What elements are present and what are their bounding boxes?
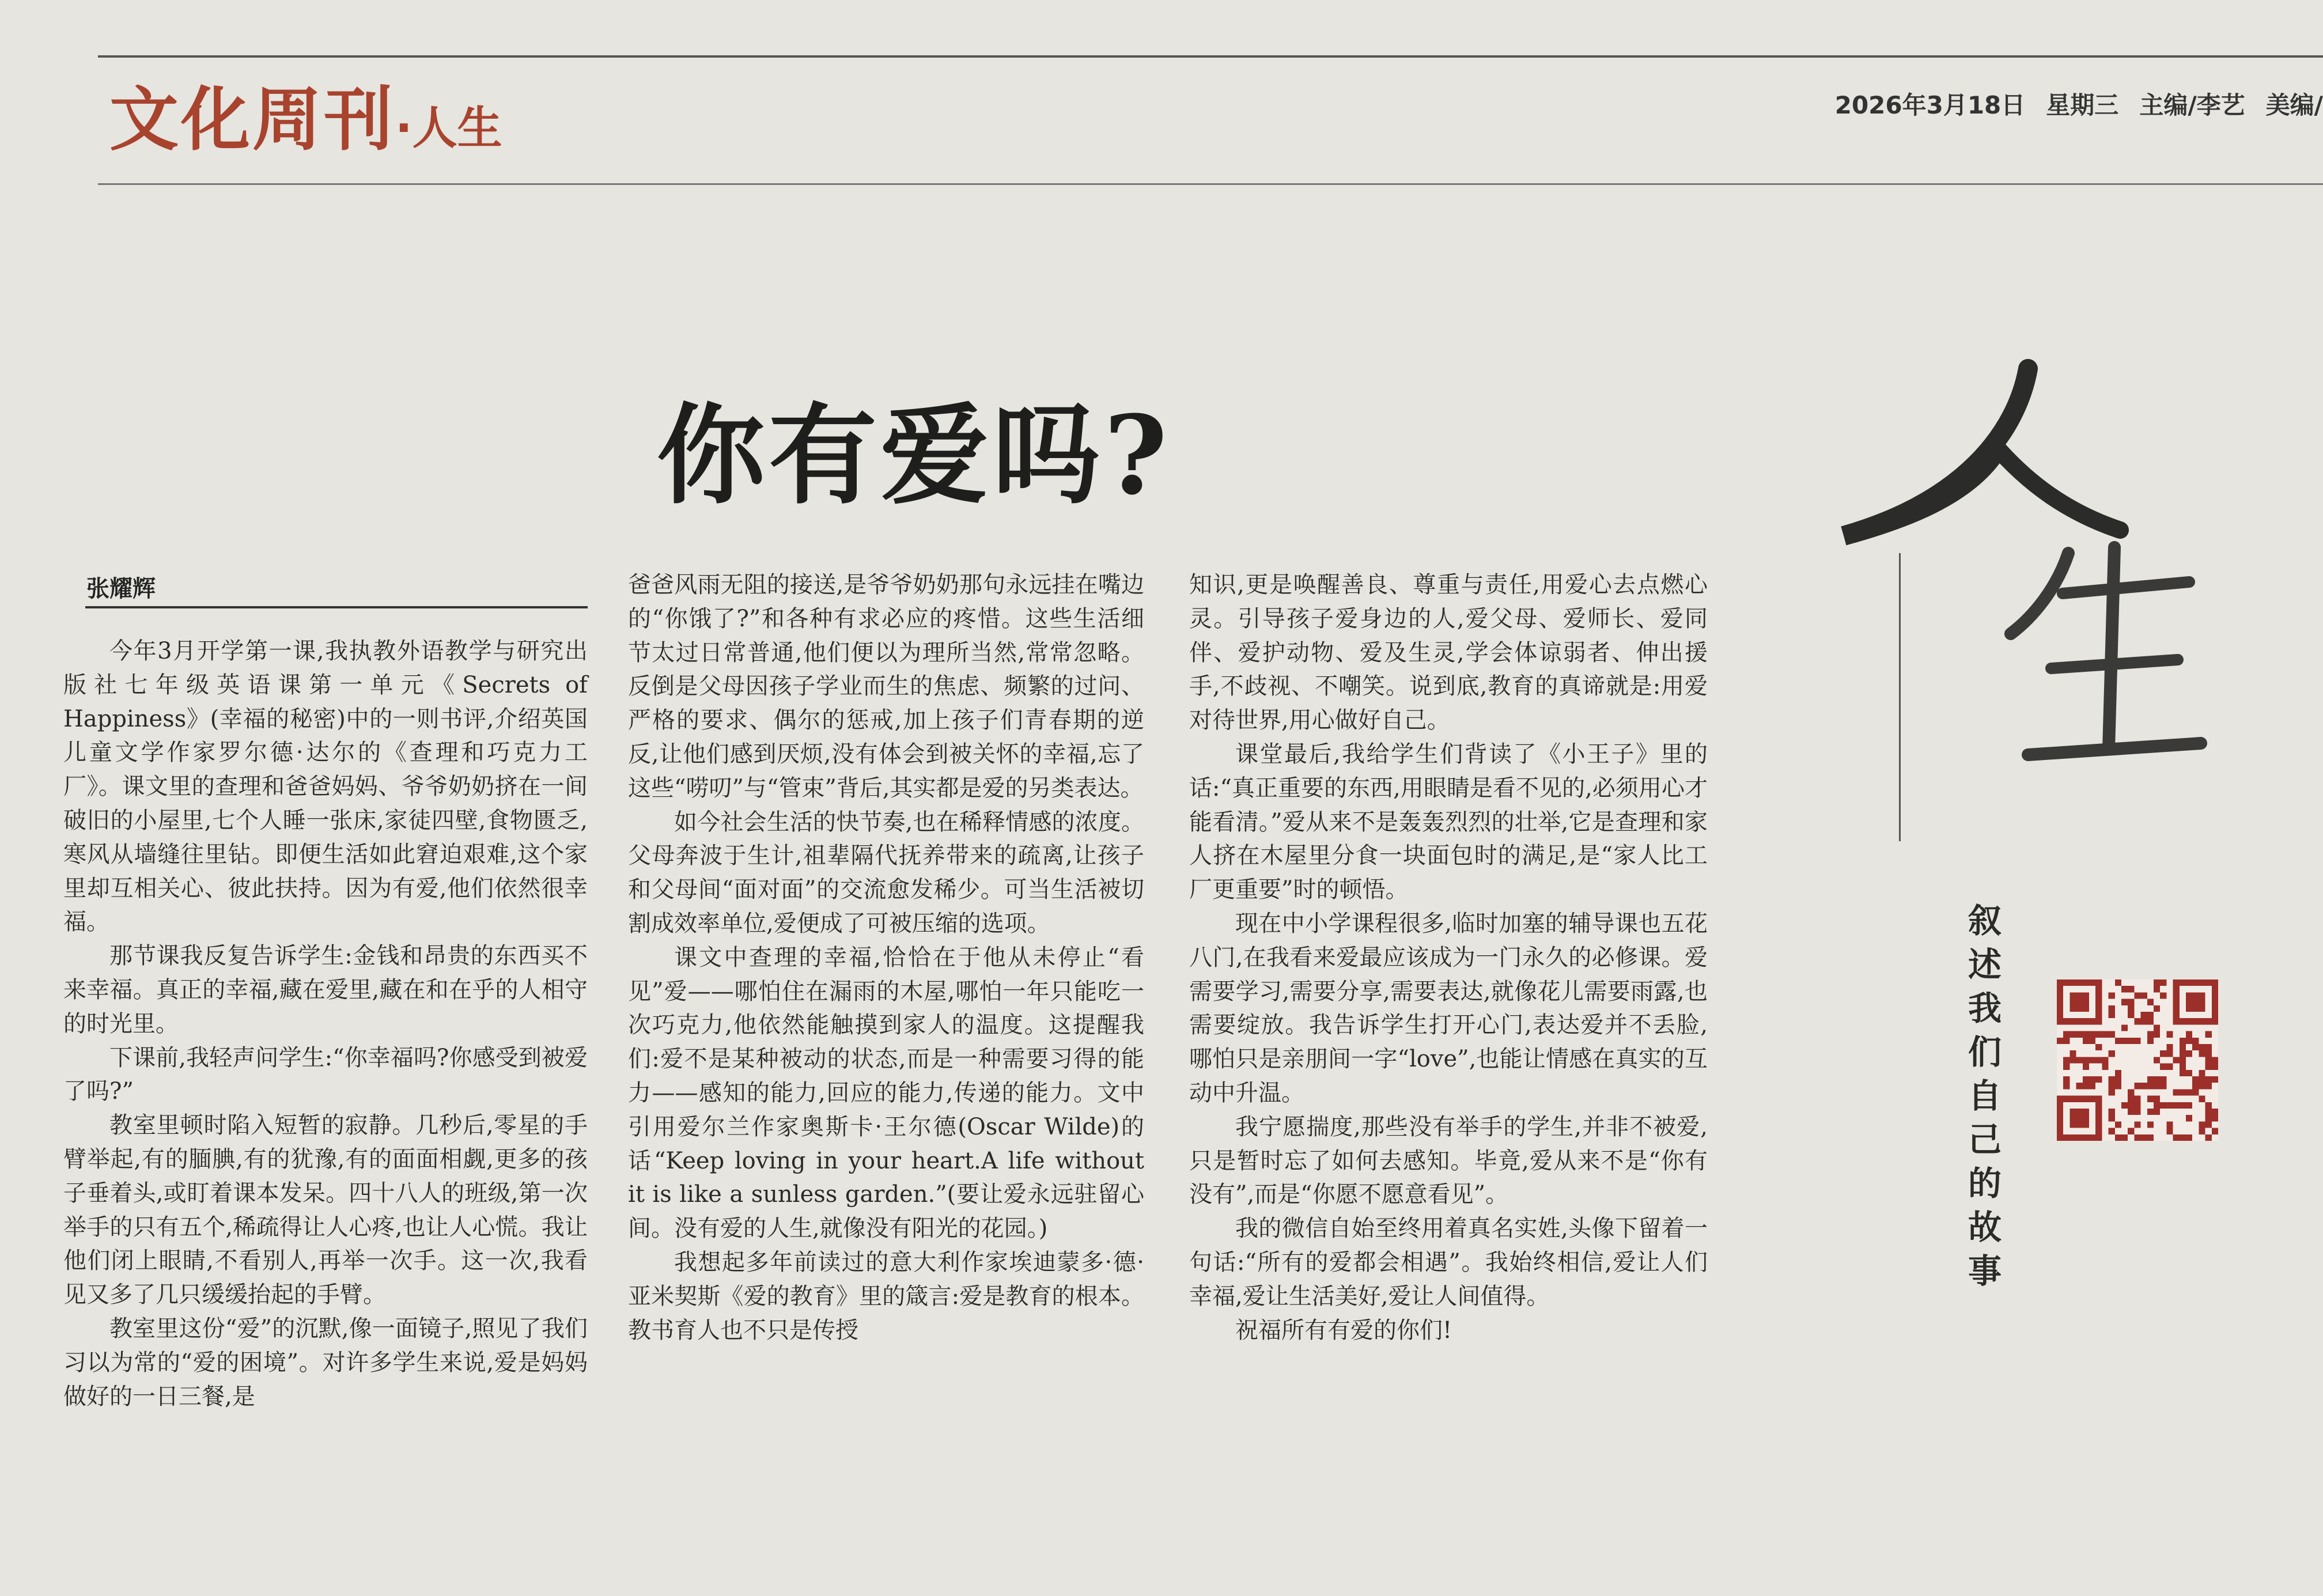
issue-weekday: 星期三: [2046, 91, 2119, 119]
paragraph: 知识,更是唤醒善良、尊重与责任,用爱心去点燃心灵。引导孩子爱身边的人,爱父母、爱师长、爱同伴、爱护动物、爱及生灵,学会体谅弱者、伸出援手,不歧视、不嘲笑。说到底,教育的真谛就是:用爱对待世界,用心做好自己。: [1189, 572, 1708, 734]
paragraph: 今年3月开学第一课,我执教外语教学与研究出版社七年级英语课第一单元《Secrets of Happiness》(幸福的秘密)中的一则书评,介绍英国儿童文学作家罗尔德·达尔的《查理和巧克力工厂》。课文里的查理和爸爸妈妈、爷爷奶奶挤在一间破旧的小屋里,七个人睡一张床,家徒四壁,食物匮乏,寒风从墙缝往里钻。即便生活如此窘迫艰难,这个家里却互相关心、彼此扶持。因为有爱,他们依然很幸福。: [63, 638, 588, 936]
paragraph: 教室里顿时陷入短暂的寂静。几秒后,零星的手臂举起,有的腼腆,有的犹豫,有的面面相觑,更多的孩子垂着头,或盯着课本发呆。四十八人的班级,第一次举手的只有五个,稀疏得让人心疼,也让人心慌。我让他们闭上眼睛,不看别人,再举一次手。这一次,我看见又多了几只缓缓抬起的手臂。: [63, 1112, 588, 1308]
article-column-2: [628, 568, 1144, 1347]
article-column-1: [63, 634, 588, 1413]
paragraph: 下课前,我轻声问学生:“你幸福吗?你感受到被爱了吗?”: [63, 1044, 588, 1105]
masthead-title: 文化周刊: [109, 80, 395, 160]
calligraphy-ren-sheng-icon: [1821, 346, 2212, 784]
paragraph: 那节课我反复告诉学生:金钱和昂贵的东西买不来幸福。真正的幸福,藏在爱里,藏在和在乎的人相守的时光里。: [63, 943, 588, 1037]
section-calligraphy: [1821, 346, 2212, 784]
paragraph: 我想起多年前读过的意大利作家埃迪蒙多·德·亚米契斯《爱的教育》里的箴言:爱是教育的根本。教书育人也不只是传授: [628, 1249, 1144, 1344]
paragraph: 如今社会生活的快节奏,也在稀释情感的浓度。父母奔波于生计,祖辈隔代抚养带来的疏离,让孩子和父母间“面对面”的交流愈发稀少。可当生活被切割成效率单位,爱便成了可被压缩的选项。: [628, 808, 1144, 937]
paragraph: 我的微信自始至终用着真名实姓,头像下留着一句话:“所有的爱都会相遇”。我始终相信,爱让人们幸福,爱让生活美好,爱让人间值得。: [1189, 1215, 1708, 1310]
qr-code[interactable]: [2057, 979, 2218, 1141]
issue-date: 2026年3月18日: [1834, 91, 2026, 119]
author-byline: 张耀辉: [86, 576, 156, 602]
masthead: [109, 65, 502, 164]
paragraph: 我宁愿揣度,那些没有举手的学生,并非不被爱,只是暂时忘了如何去感知。毕竟,爱从来不是“你有没有”,而是“你愿不愿意看见”。: [1189, 1113, 1708, 1208]
section-tagline: 叙述我们自己的故事: [1968, 901, 2002, 1291]
masthead-section: ·人生: [395, 103, 502, 154]
paragraph: 爸爸风雨无阻的接送,是爷爷奶奶那句永远挂在嘴边的“你饿了?”和各种有求必应的疼惜。这些生活细节太过日常普通,他们便以为理所当然,常常忽略。反倒是父母因孩子学业而生的焦虑、频繁的过问、严格的要求、偶尔的惩戒,加上孩子们青春期的逆反,让他们感到厌烦,没有体会到被关怀的幸福,忘了这些“唠叨”与“管束”背后,其实都是爱的另类表达。: [628, 572, 1144, 801]
paragraph: 教室里这份“爱”的沉默,像一面镜子,照见了我们习以为常的“爱的困境”。对许多学生来说,爱是妈妈做好的一日三餐,是: [63, 1315, 588, 1410]
top-rule: [98, 55, 2323, 58]
paragraph: 祝福所有有爱的你们!: [1235, 1317, 1452, 1344]
paragraph: 课文中查理的幸福,恰恰在于他从未停止“看见”爱——哪怕住在漏雨的木屋,哪怕一年只能吃一次巧克力,他依然能触摸到家人的温度。这提醒我们:爱不是某种被动的状态,而是一种需要习得的能力——感知的能力,回应的能力,传递的能力。文中引用爱尔兰作家奥斯卡·王尔德(Oscar Wilde)的话“Keep loving in your heart.A life without it is like a sunless garden.”(要让爱永远驻留心间。没有爱的人生,就像没有阳光的花园。): [628, 944, 1144, 1242]
dateline: [1835, 86, 2323, 121]
chief-editor: 主编/李艺: [2139, 91, 2245, 119]
byline-rule: [85, 606, 588, 608]
paragraph: 现在中小学课程很多,临时加塞的辅导课也五花八门,在我看来爱最应该成为一门永久的必修课。爱需要学习,需要分享,需要表达,就像花儿需要雨露,也需要绽放。我告诉学生打开心门,表达爱并不丢脸,哪怕只是亲朋间一字“love”,也能让情感在真实的互动中升温。: [1189, 910, 1708, 1106]
article-column-3: [1189, 568, 1708, 1347]
art-editor: 美编/: [2265, 91, 2323, 119]
article-title: 你有爱吗?: [657, 392, 1171, 519]
qr-code-icon: [2057, 979, 2218, 1141]
header-rule: [98, 183, 2323, 185]
calligraphy-rule: [1899, 553, 1901, 841]
paragraph: 课堂最后,我给学生们背读了《小王子》里的话:“真正重要的东西,用眼睛是看不见的,必须用心才能看清。”爱从来不是轰轰烈烈的壮举,它是查理和家人挤在木屋里分食一块面包时的满足,是“家人比工厂更重要”时的顿悟。: [1189, 740, 1708, 903]
